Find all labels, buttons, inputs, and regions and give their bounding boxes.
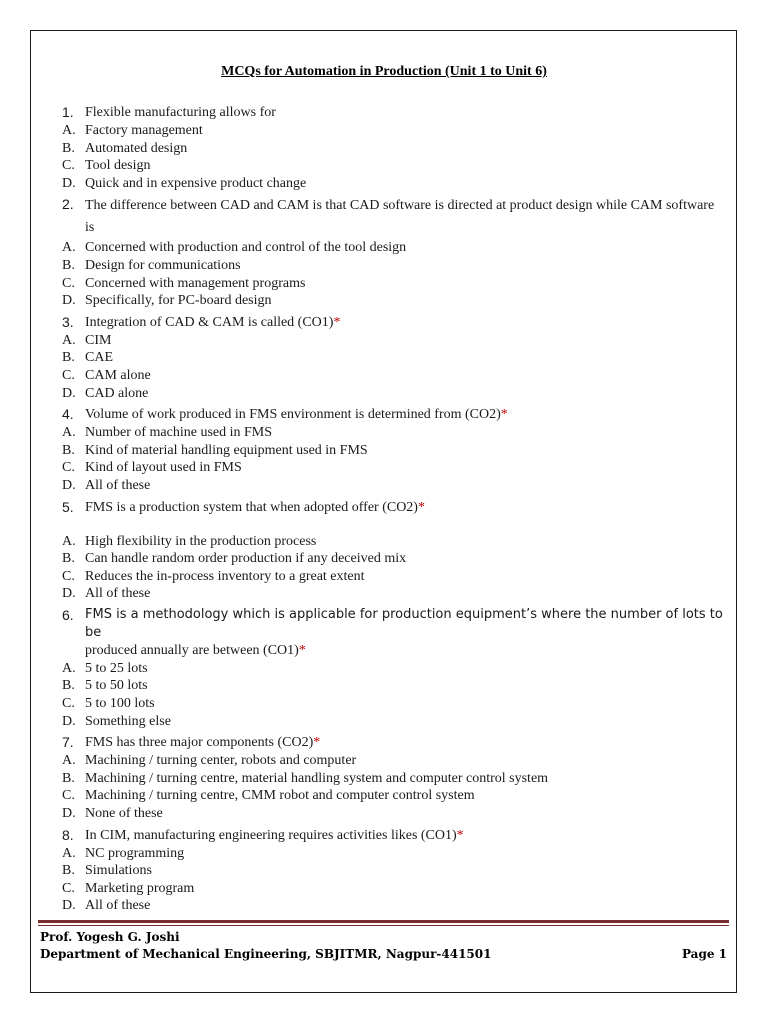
option-c [62, 787, 727, 805]
question-number: 1. [62, 104, 74, 120]
option-b [62, 770, 727, 788]
option-text: CAM alone [85, 367, 151, 383]
option-letter: D. [62, 898, 76, 914]
option-letter: C. [62, 367, 75, 383]
option-letter: D. [62, 806, 76, 822]
option-b [62, 257, 727, 275]
question-list [62, 100, 727, 915]
question-3 [62, 313, 727, 402]
option-c [62, 880, 727, 898]
star-marker: * [456, 827, 464, 843]
option-d [62, 713, 727, 731]
option-text: CIM [85, 332, 112, 348]
star-marker: * [417, 499, 425, 515]
option-letter: B. [62, 863, 75, 879]
footer-author: Prof. Yogesh G. Joshi [40, 930, 180, 944]
question-5 [62, 498, 727, 603]
option-c [62, 367, 727, 385]
option-letter: C. [62, 880, 75, 896]
option-text: Reduces the in-process inventory to a great extent [85, 568, 365, 584]
option-letter: B. [62, 350, 75, 366]
star-marker: * [313, 735, 321, 751]
option-letter: B. [62, 140, 75, 156]
question-1 [62, 103, 727, 192]
footer-rule-thick [38, 920, 729, 923]
option-letter: C. [62, 568, 75, 584]
option-a [62, 332, 727, 350]
option-a [62, 533, 727, 551]
option-letter: D. [62, 713, 76, 729]
option-c [62, 568, 727, 586]
option-text: Concerned with management programs [85, 275, 306, 291]
option-text: Design for communications [85, 257, 241, 273]
option-text: Tool design [85, 158, 151, 174]
option-a [62, 752, 727, 770]
option-letter: A. [62, 425, 76, 441]
option-b [62, 442, 727, 460]
option-text: Marketing program [85, 880, 195, 896]
option-letter: B. [62, 442, 75, 458]
footer-department: Department of Mechanical Engineering, SBJITMR, Nagpur-441501 [40, 947, 492, 961]
question-7 [62, 733, 727, 822]
option-text: Automated design [85, 140, 188, 156]
star-marker: * [298, 642, 306, 658]
option-d [62, 805, 727, 823]
option-c [62, 275, 727, 293]
option-letter: C. [62, 158, 75, 174]
question-text: The difference between CAD and CAM is that CAD software is directed at product design while CAM software is [85, 198, 715, 236]
option-b [62, 140, 727, 158]
option-text: 5 to 50 lots [85, 678, 148, 694]
option-a [62, 660, 727, 678]
option-letter: C. [62, 788, 75, 804]
option-letter: B. [62, 551, 75, 567]
option-letter: D. [62, 175, 76, 191]
question-text: In CIM, manufacturing engineering requires activities likes (CO1) [85, 827, 457, 843]
option-letter: A. [62, 660, 76, 676]
star-marker: * [500, 407, 508, 423]
option-c [62, 459, 727, 477]
question-number: 2. [62, 196, 74, 213]
option-d [62, 175, 727, 193]
option-a [62, 239, 727, 257]
question-2 [62, 195, 727, 309]
option-letter: C. [62, 460, 75, 476]
question-text: Integration of CAD & CAM is called (CO1) [85, 314, 334, 330]
option-letter: B. [62, 257, 75, 273]
question-text: Flexible manufacturing allows for [85, 105, 276, 120]
option-letter: A. [62, 753, 76, 769]
option-c [62, 695, 727, 713]
page-footer [40, 929, 727, 963]
option-letter: D. [62, 293, 76, 309]
option-text: CAE [85, 350, 113, 366]
question-text: FMS has three major components (CO2) [85, 735, 314, 751]
option-text: Number of machine used in FMS [85, 425, 273, 441]
document-title: MCQs for Automation in Production (Unit 1 to Unit 6) [221, 64, 547, 79]
option-text: NC programming [85, 845, 185, 861]
option-text: Machining / turning centre, CMM robot and computer control system [85, 788, 475, 804]
option-text: Simulations [85, 863, 152, 879]
option-c [62, 157, 727, 175]
option-a [62, 845, 727, 863]
option-b [62, 862, 727, 880]
option-text: All of these [85, 586, 151, 602]
option-text: 5 to 100 lots [85, 696, 155, 712]
option-letter: B. [62, 770, 75, 786]
question-8 [62, 826, 727, 915]
option-b [62, 550, 727, 568]
option-text: Kind of layout used in FMS [85, 460, 242, 476]
option-text: All of these [85, 477, 151, 493]
option-b [62, 349, 727, 367]
question-text-continued: produced annually are between (CO1) [85, 642, 299, 658]
page-number: Page 1 [681, 947, 727, 961]
option-text: Machining / turning center, robots and computer [85, 753, 357, 769]
question-number: 4. [62, 406, 74, 423]
option-a [62, 424, 727, 442]
option-d [62, 897, 727, 915]
option-text: CAD alone [85, 385, 149, 401]
question-number: 7. [62, 734, 74, 751]
option-d [62, 385, 727, 403]
option-d [62, 292, 727, 310]
option-d [62, 585, 727, 603]
option-text: Something else [85, 713, 171, 729]
question-6 [62, 606, 727, 730]
option-letter: A. [62, 332, 76, 348]
option-d [62, 477, 727, 495]
option-text: Kind of material handling equipment used in FMS [85, 442, 368, 458]
option-letter: A. [62, 240, 76, 256]
option-letter: C. [62, 696, 75, 712]
option-text: Factory management [85, 123, 203, 138]
star-marker: * [333, 314, 341, 330]
option-text: Quick and in expensive product change [85, 175, 307, 191]
option-text: Specifically, for PC-board design [85, 293, 272, 309]
option-a [62, 122, 727, 140]
question-number: 8. [62, 826, 74, 843]
question-text: FMS is a methodology which is applicable for production equipment’s where the number of lots to be [85, 606, 723, 640]
question-number: 3. [62, 313, 74, 330]
question-number: 5. [62, 498, 74, 515]
option-text: 5 to 25 lots [85, 660, 148, 676]
option-letter: C. [62, 275, 75, 291]
footer-rule-thin [38, 925, 729, 926]
question-number: 6. [62, 606, 74, 623]
question-text: FMS is a production system that when adopted offer (CO2) [85, 499, 418, 515]
option-text: Machining / turning centre, material handling system and computer control system [85, 770, 549, 786]
question-4 [62, 405, 727, 494]
option-text: Can handle random order production if any deceived mix [85, 551, 407, 567]
option-text: Concerned with production and control of the tool design [85, 240, 407, 256]
option-text: None of these [85, 806, 163, 822]
option-letter: A. [62, 123, 76, 138]
option-letter: A. [62, 533, 76, 549]
option-b [62, 677, 727, 695]
option-letter: B. [62, 678, 75, 694]
question-text: Volume of work produced in FMS environment is determined from (CO2) [85, 407, 501, 423]
option-letter: D. [62, 477, 76, 493]
option-letter: D. [62, 385, 76, 401]
option-letter: D. [62, 586, 76, 602]
option-letter: A. [62, 845, 76, 861]
option-text: All of these [85, 898, 151, 914]
option-text: High flexibility in the production process [85, 533, 317, 549]
